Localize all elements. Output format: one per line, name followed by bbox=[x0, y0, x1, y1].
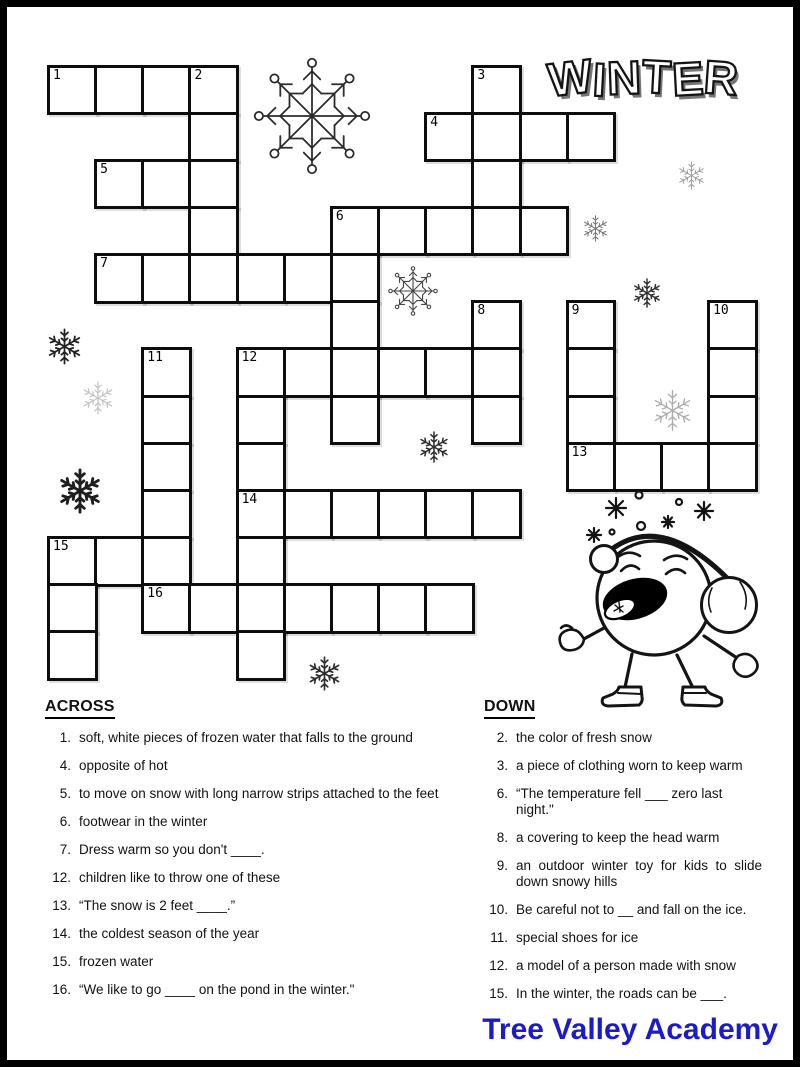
grid-cell[interactable] bbox=[330, 300, 381, 351]
site-credit: Tree Valley Academy bbox=[482, 1013, 778, 1046]
clue-item bbox=[484, 986, 766, 1002]
clue-text: In the winter, the roads can be ___. bbox=[516, 986, 727, 1001]
clue-item bbox=[484, 958, 766, 974]
clue-text: an outdoor winter toy for kids to slide down snowy hills bbox=[516, 858, 762, 889]
grid-cell[interactable] bbox=[519, 112, 570, 163]
grid-cell[interactable] bbox=[613, 442, 664, 493]
grid-cell[interactable] bbox=[707, 347, 758, 398]
grid-cell[interactable] bbox=[47, 630, 98, 681]
grid-cell[interactable] bbox=[424, 489, 475, 540]
down-clue-list bbox=[484, 730, 766, 1002]
clue-text: children like to throw one of these bbox=[79, 870, 281, 885]
clue-number: 5. bbox=[59, 786, 71, 801]
grid-cell[interactable] bbox=[330, 583, 381, 634]
clue-number: 15. bbox=[489, 986, 508, 1001]
clue-item bbox=[45, 814, 455, 830]
cell-number: 7 bbox=[100, 256, 108, 272]
clue-number: 6. bbox=[59, 814, 71, 829]
clue-number: 15. bbox=[52, 954, 71, 969]
clue-text: special shoes for ice bbox=[516, 930, 639, 945]
snowflake-icon bbox=[650, 388, 695, 433]
clue-text: Dress warm so you don't ____. bbox=[79, 842, 265, 857]
grid-cell[interactable] bbox=[141, 583, 192, 634]
clue-number: 7. bbox=[59, 842, 71, 857]
grid-cell[interactable] bbox=[377, 206, 428, 257]
grid-cell[interactable] bbox=[188, 206, 239, 257]
clue-number: 2. bbox=[496, 730, 508, 745]
grid-cell[interactable] bbox=[471, 159, 522, 210]
clue-number: 12. bbox=[52, 870, 71, 885]
cell-number: 14 bbox=[241, 491, 258, 507]
grid-cell[interactable] bbox=[707, 300, 758, 351]
clue-text: the color of fresh snow bbox=[516, 730, 652, 745]
clue-item bbox=[484, 758, 766, 774]
grid-cell[interactable] bbox=[471, 395, 522, 446]
clue-text: a piece of clothing worn to keep warm bbox=[516, 758, 743, 773]
clue-number: 11. bbox=[490, 930, 508, 945]
cell-number: 2 bbox=[194, 67, 203, 83]
clue-item bbox=[45, 786, 455, 802]
grid-cell[interactable] bbox=[47, 583, 98, 634]
grid-cell[interactable] bbox=[94, 65, 145, 116]
grid-cell[interactable] bbox=[188, 112, 239, 163]
grid-cell[interactable] bbox=[471, 489, 522, 540]
clue-item bbox=[484, 858, 766, 890]
cell-number: 9 bbox=[571, 303, 580, 319]
cell-number: 6 bbox=[335, 208, 344, 224]
cell-number: 4 bbox=[430, 114, 439, 130]
snowflake-icon bbox=[581, 214, 610, 243]
cell-number: 10 bbox=[713, 303, 729, 319]
clue-item bbox=[484, 786, 766, 818]
grid-cell[interactable] bbox=[141, 253, 192, 304]
clue-number: 14. bbox=[52, 926, 71, 941]
snowflake-icon bbox=[388, 266, 438, 316]
clue-number: 12. bbox=[489, 958, 508, 973]
snowflake-icon bbox=[80, 380, 116, 416]
snowflake-icon bbox=[45, 327, 84, 366]
across-clue-list bbox=[45, 730, 455, 998]
grid-cell[interactable] bbox=[330, 395, 381, 446]
clue-text: a covering to keep the head warm bbox=[516, 830, 720, 845]
grid-cell[interactable] bbox=[94, 159, 145, 210]
grid-cell[interactable] bbox=[236, 253, 287, 304]
grid-cell[interactable] bbox=[283, 347, 334, 398]
grid-cell[interactable] bbox=[377, 583, 428, 634]
grid-cell[interactable] bbox=[424, 206, 475, 257]
cell-number: 5 bbox=[100, 161, 108, 177]
grid-cell[interactable] bbox=[236, 583, 287, 634]
clue-number: 13. bbox=[52, 898, 71, 913]
grid-cell[interactable] bbox=[141, 536, 192, 587]
across-clues-section bbox=[45, 698, 455, 1010]
grid-cell[interactable] bbox=[188, 159, 239, 210]
clue-item bbox=[45, 982, 455, 998]
grid-cell[interactable] bbox=[377, 347, 428, 398]
clue-text: “The snow is 2 feet ____.” bbox=[79, 898, 236, 913]
grid-cell[interactable] bbox=[141, 347, 192, 398]
cell-number: 11 bbox=[147, 350, 163, 366]
grid-cell[interactable] bbox=[660, 442, 711, 493]
grid-cell[interactable] bbox=[188, 253, 239, 304]
cell-number: 16 bbox=[147, 586, 163, 602]
grid-cell[interactable] bbox=[283, 583, 334, 634]
grid-cell[interactable] bbox=[141, 489, 192, 540]
clue-number: 6. bbox=[496, 786, 508, 801]
grid-cell[interactable] bbox=[188, 65, 239, 116]
clue-text: Be careful not to __ and fall on the ice. bbox=[516, 902, 747, 917]
clue-number: 1. bbox=[59, 730, 71, 745]
grid-cell[interactable] bbox=[283, 489, 334, 540]
clue-number: 16. bbox=[52, 982, 71, 997]
clue-text: frozen water bbox=[79, 954, 154, 969]
grid-cell[interactable] bbox=[330, 489, 381, 540]
grid-cell[interactable] bbox=[471, 65, 522, 116]
clue-item bbox=[45, 730, 455, 746]
grid-cell[interactable] bbox=[236, 489, 287, 540]
snowflake-icon bbox=[306, 655, 343, 692]
grid-cell[interactable] bbox=[377, 489, 428, 540]
page-title: WINTER bbox=[544, 48, 742, 107]
grid-cell[interactable] bbox=[424, 112, 475, 163]
cell-number: 8 bbox=[477, 303, 486, 319]
down-clues-section bbox=[484, 698, 766, 1014]
grid-cell[interactable] bbox=[471, 347, 522, 398]
clue-text: to move on snow with long narrow strips attached to the feet bbox=[79, 786, 439, 801]
grid-cell[interactable] bbox=[141, 395, 192, 446]
grid-cell[interactable] bbox=[47, 536, 98, 587]
across-header: ACROSS bbox=[45, 698, 115, 719]
clue-text: the coldest season of the year bbox=[79, 926, 260, 941]
clue-item bbox=[45, 758, 455, 774]
grid-cell[interactable] bbox=[330, 206, 381, 257]
clue-item bbox=[45, 926, 455, 942]
grid-cell[interactable] bbox=[566, 112, 617, 163]
clue-text: opposite of hot bbox=[79, 758, 168, 773]
clue-number: 4. bbox=[59, 758, 71, 773]
grid-cell[interactable] bbox=[707, 442, 758, 493]
clue-item bbox=[484, 730, 766, 746]
grid-cell[interactable] bbox=[566, 347, 617, 398]
grid-cell[interactable] bbox=[566, 300, 617, 351]
snowflake-icon bbox=[56, 467, 104, 515]
clue-number: 9. bbox=[496, 858, 508, 873]
clue-text: a model of a person made with snow bbox=[516, 958, 736, 973]
clue-text: footwear in the winter bbox=[79, 814, 208, 829]
grid-cell[interactable] bbox=[330, 253, 381, 304]
grid-cell[interactable] bbox=[471, 112, 522, 163]
grid-cell[interactable] bbox=[236, 395, 287, 446]
clue-item bbox=[45, 842, 455, 858]
snowflake-icon bbox=[631, 277, 663, 309]
grid-cell[interactable] bbox=[236, 630, 287, 681]
grid-cell[interactable] bbox=[94, 536, 145, 587]
clue-item bbox=[484, 830, 766, 846]
cell-number: 3 bbox=[477, 67, 486, 83]
grid-cell[interactable] bbox=[236, 536, 287, 587]
grid-cell[interactable] bbox=[141, 442, 192, 493]
grid-cell[interactable] bbox=[424, 583, 475, 634]
clue-number: 10. bbox=[489, 902, 508, 917]
grid-cell[interactable] bbox=[141, 65, 192, 116]
cell-number: 13 bbox=[571, 444, 588, 460]
grid-cell[interactable] bbox=[471, 300, 522, 351]
clue-item bbox=[45, 870, 455, 886]
grid-cell[interactable] bbox=[471, 206, 522, 257]
grid-cell[interactable] bbox=[141, 159, 192, 210]
clue-text: “The temperature fell ___ zero last night." bbox=[516, 786, 723, 817]
clue-item bbox=[484, 930, 766, 946]
clue-item bbox=[484, 902, 766, 918]
clue-number: 3. bbox=[496, 758, 508, 773]
grid-cell[interactable] bbox=[330, 347, 381, 398]
clue-text: “We like to go ____ on the pond in the winter." bbox=[79, 982, 355, 997]
cell-number: 15 bbox=[53, 539, 69, 554]
snowflake-icon bbox=[676, 160, 707, 191]
grid-cell[interactable] bbox=[566, 395, 617, 446]
snowflake-icon bbox=[253, 57, 371, 175]
clue-item bbox=[45, 954, 455, 970]
grid-cell[interactable] bbox=[424, 347, 475, 398]
grid-cell[interactable] bbox=[707, 395, 758, 446]
cell-number: 12 bbox=[241, 350, 258, 366]
grid-cell[interactable] bbox=[94, 253, 145, 304]
grid-cell[interactable] bbox=[188, 583, 239, 634]
grid-cell[interactable] bbox=[47, 65, 98, 116]
grid-cell[interactable] bbox=[519, 206, 570, 257]
grid-cell[interactable] bbox=[236, 442, 287, 493]
clue-item bbox=[45, 898, 455, 914]
grid-cell[interactable] bbox=[283, 253, 334, 304]
grid-cell[interactable] bbox=[236, 347, 287, 398]
clue-number: 8. bbox=[496, 830, 508, 845]
snowflake-icon bbox=[417, 430, 451, 464]
cell-number: 1 bbox=[53, 67, 61, 83]
grid-cell[interactable] bbox=[566, 442, 617, 493]
clue-text: soft, white pieces of frozen water that falls to the ground bbox=[79, 730, 413, 745]
down-header: DOWN bbox=[484, 698, 535, 719]
